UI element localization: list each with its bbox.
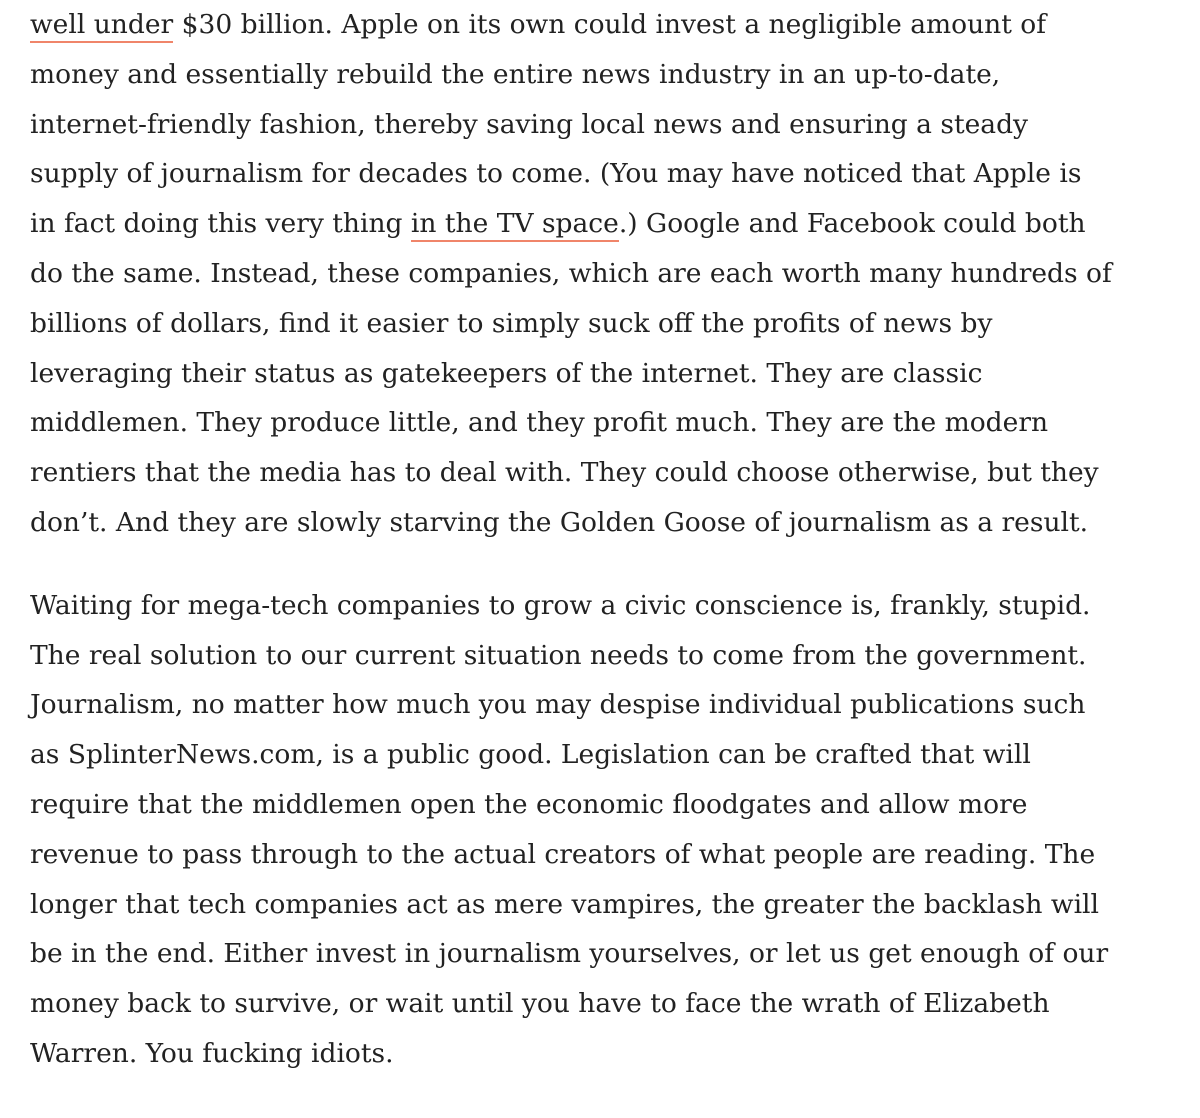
text-line: don’t. And they are slowly starving the Golden Goose of journalism as a result. — [30, 506, 1089, 538]
article-body — [30, 0, 1190, 1079]
text-line: money back to survive, or wait until you have to face the wrath of Elizabeth — [30, 988, 1050, 1020]
tv-space-link[interactable]: in the TV space — [411, 208, 619, 242]
text-line: Warren. You fucking idiots. — [30, 1037, 394, 1069]
paragraph-1 — [30, 0, 1190, 548]
text-fragment: .) Google and Facebook could both — [618, 208, 1086, 240]
text-line: rentiers that the media has to deal with. They could choose otherwise, but they — [30, 457, 1099, 489]
text-line — [30, 0, 1190, 50]
text-line: revenue to pass through to the actual creators of what people are reading. The — [30, 838, 1096, 870]
paragraph-2 — [30, 581, 1190, 1079]
well-under-link[interactable]: well under — [30, 9, 173, 43]
text-line: supply of journalism for decades to come. (You may have noticed that Apple is — [30, 158, 1082, 190]
text-line: do the same. Instead, these companies, which are each worth many hundreds of — [30, 257, 1112, 289]
text-fragment: $30 billion. Apple on its own could invest a negligible amount of — [173, 9, 1047, 40]
text-line: Waiting for mega-tech companies to grow a civic conscience is, frankly, stupid. — [30, 589, 1091, 621]
text-line: Journalism, no matter how much you may despise individual publications such — [30, 689, 1086, 721]
text-line: be in the end. Either invest in journalism yourselves, or let us get enough of our — [30, 938, 1109, 970]
text-line: middlemen. They produce little, and they profit much. They are the modern — [30, 407, 1049, 439]
text-line: billions of dollars, find it easier to simply suck off the profits of news by — [30, 307, 993, 339]
text-line: longer that tech companies act as mere vampires, the greater the backlash will — [30, 888, 1099, 920]
text-line — [30, 199, 1190, 249]
text-line: require that the middlemen open the economic floodgates and allow more — [30, 788, 1028, 820]
text-line: The real solution to our current situation needs to come from the government. — [30, 639, 1087, 671]
text-line: money and essentially rebuild the entire news industry in an up-to-date, — [30, 58, 1001, 90]
text-line: as SplinterNews.com, is a public good. Legislation can be crafted that will — [30, 739, 1031, 771]
text-fragment: in fact doing this very thing — [30, 208, 411, 240]
text-line: leveraging their status as gatekeepers of the internet. They are classic — [30, 357, 983, 389]
text-line: internet-friendly fashion, thereby saving local news and ensuring a steady — [30, 108, 1029, 140]
